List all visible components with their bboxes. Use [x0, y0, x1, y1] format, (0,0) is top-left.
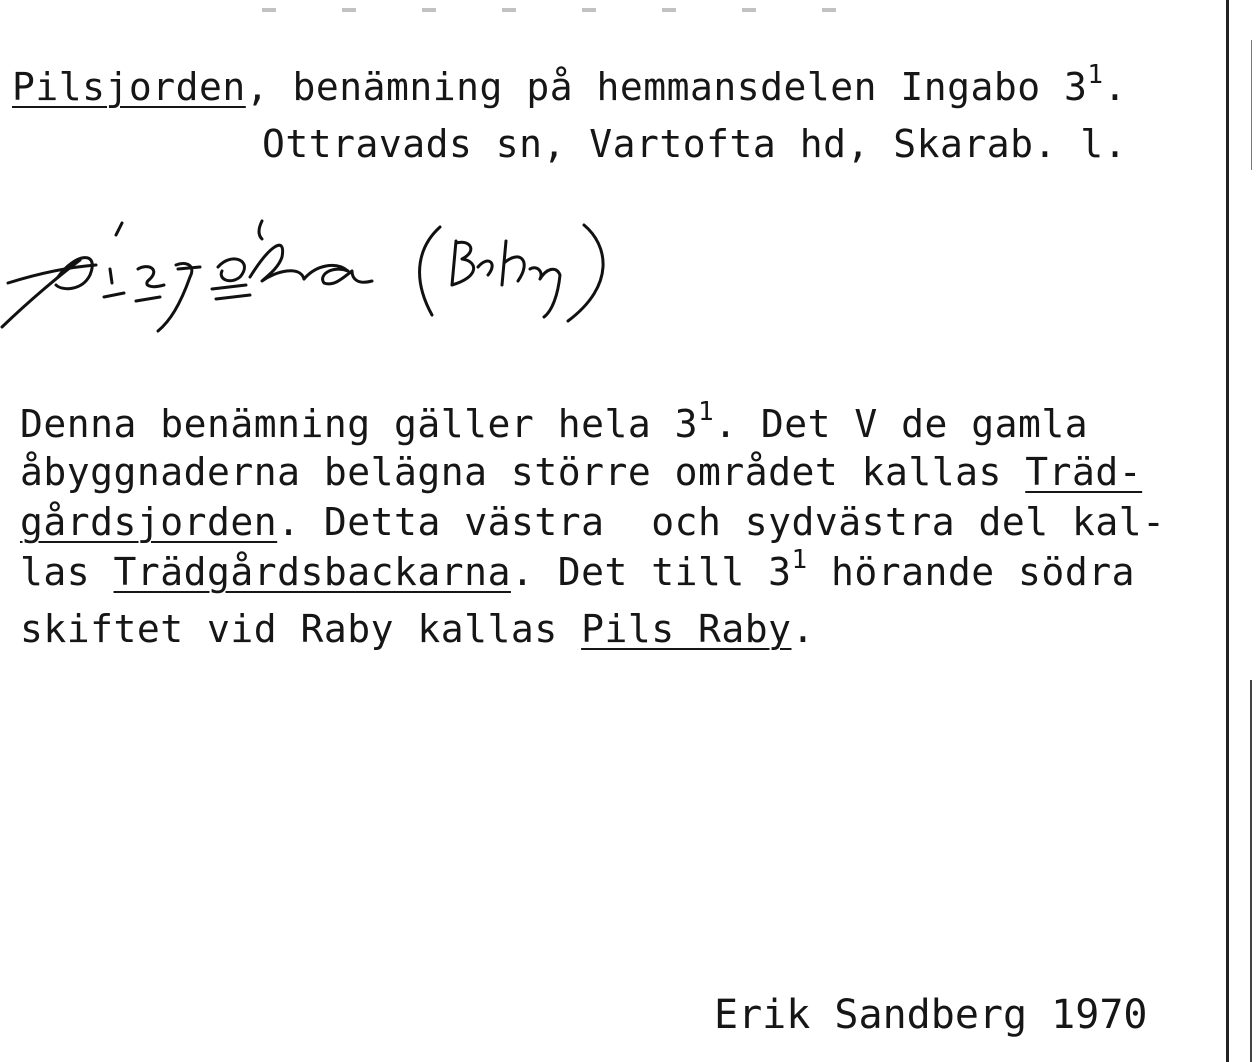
place-name-term: Pilsjorden — [12, 65, 246, 109]
body-line-1 — [20, 397, 1089, 446]
body-text: . Det V de gamla — [714, 402, 1089, 446]
heading-period: . — [1103, 65, 1127, 109]
body-text: . — [791, 607, 815, 651]
author-signature: Erik Sandberg 1970 — [714, 992, 1148, 1038]
body-text: åbyggnaderna belägna större området kallas — [20, 450, 1026, 494]
card-edge-right-upper — [1251, 40, 1252, 170]
body-line-5 — [20, 607, 815, 651]
heading-description: , benämning på hemmansdelen Ingabo 3 — [245, 65, 1088, 109]
card-edge-right — [1226, 0, 1229, 1062]
body-text: las — [20, 550, 114, 594]
body-text: Denna benämning gäller hela 3 — [20, 402, 698, 446]
body-line-3 — [20, 500, 1166, 544]
body-text: . Det till 3 — [510, 550, 792, 594]
place-name-tradgardsbackarna: Trädgårdsbackarna — [113, 550, 511, 594]
body-line-2 — [20, 450, 1143, 494]
body-text: . Detta västra och sydvästra del kal- — [277, 500, 1166, 544]
place-name-tradgardsjorden-cont: gårdsjorden — [20, 500, 278, 544]
scan-marks-top — [262, 8, 902, 12]
body-text: skiftet vid Raby kallas — [20, 607, 582, 651]
handwritten-pronunciation — [0, 205, 640, 345]
handwriting-text: pi:sjo:ra (Raby) — [0, 205, 10, 206]
heading-superscript: 1 — [1087, 60, 1104, 90]
place-name-tradgardsjorden: Träd- — [1025, 450, 1143, 494]
card-edge-right-lower — [1250, 680, 1252, 1062]
heading-line-1 — [12, 60, 1127, 109]
superscript: 1 — [791, 545, 808, 575]
body-text: hörande södra — [807, 550, 1135, 594]
heading-line-2: Ottravads sn, Vartofta hd, Skarab. l. — [262, 122, 1127, 166]
body-line-4 — [20, 545, 1135, 594]
place-name-pils-raby: Pils Raby — [581, 607, 792, 651]
superscript: 1 — [697, 397, 715, 427]
